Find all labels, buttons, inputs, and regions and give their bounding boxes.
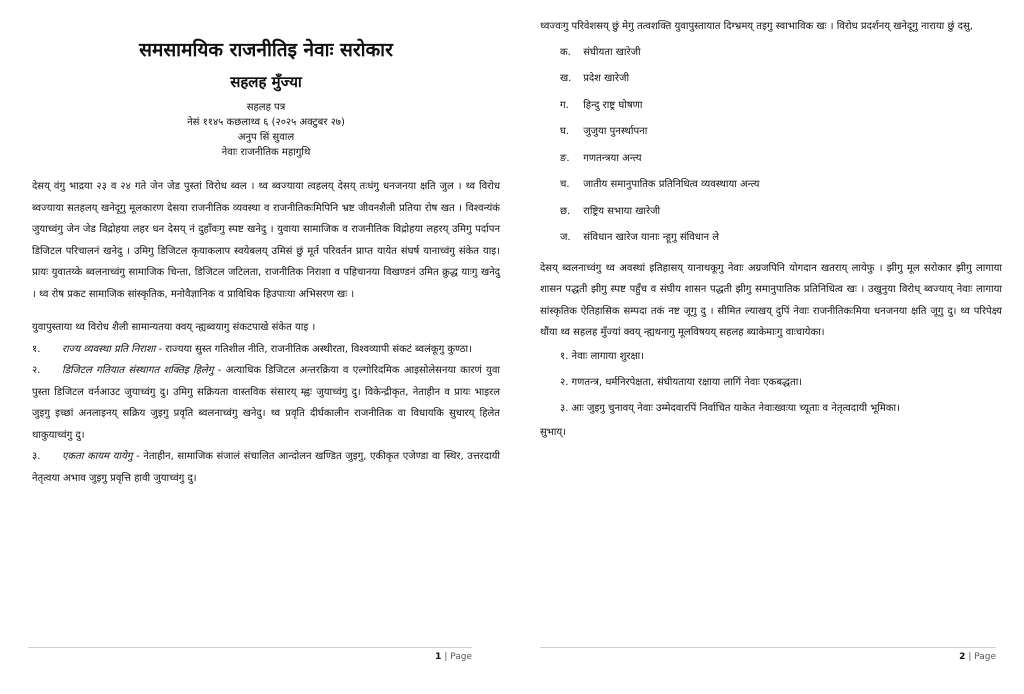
lead-paragraph: युवापुस्ताया थ्व विरोध शैली सामान्यतया क्वय् न्ह्यब्वयागु संकटपाखे संकेत याइ । <box>32 322 316 333</box>
body-paragraph: देसय् ब्वलनाच्वंगु थ्व अवस्थां इतिहासय् यानाथकूगु नेवाः अग्रजपिनि योगदान खतराय् लायेफु । झीगु मूल सरोकार झीगु लागाया शासन पद्धती झीगु स्पष्ट पहुँच व संघीय शासन पद्धती झीगु समानुपातिक प्रतिनिधित्व खः । उखुनुया विरोध् ब्वज्याय् नेवाः लागाया सांस्कृतिक ऐतिहासिक सम्पदा तकं नष्ट जूगु दु । सीमित ल्याखय् दुपिं नेवाः राजनीतिकःमिया धनजनया क्षति जूगु दु। थ्व परिपेक्ष्य थौंया थ्व सहलह मुँज्यां क्वय् न्ह्यथनागु मूलविषयय् सहलह ब्याकेमाःगु वाःचायेका। <box>540 262 1002 338</box>
list-item: ग. हिन्दु राष्ट्र घोषणा <box>560 99 643 111</box>
document-title: समसामयिक राजनीतिइ नेवाः सरोकार <box>139 39 393 61</box>
meta-line: नेवाः राजनीतिक महागुथि <box>221 147 311 158</box>
list-item: ३. आः जुइगु चुनावय् नेवाः उम्मेदवारपिं निर्वाचित याकेत नेवाःख्वःया च्यूताः व नेतृत्वदायी भूमिका। <box>560 402 900 414</box>
page-label: | Page <box>968 652 996 662</box>
item-heading: एकता कायम यायेगु <box>62 451 133 462</box>
meta-line: नेसं ११४५ कछलाथ्व ६ (२०२५ अक्टुबर २७) <box>187 117 345 128</box>
item-number: २. <box>32 365 41 376</box>
item-text: - अत्याधिक डिजिटल अन्तरक्रिया व एल्गोरिदमिक आइसोलेसनया कारणं युवा पुस्ता डिजिटल वर्नआउट जुयाच्वंगु दु। उमिगु सक्रियता वास्तविक संसारय् म्ह्वः जुयाच्वंगु दु। विकेन्द्रीकृत, नेताहीन व प्रायः भाइरल जुइगु इच्छां अनलाइनय् सक्रिय जुइगु प्रवृति ब्वलनाच्वंगु खनेदु। थ्व प्रवृति दीर्घकालीन राजनीतिक वा विधायकि सुधारय् हिलेत थाकुयाच्वंगु दु। <box>32 365 500 441</box>
list-item: छ. राष्ट्रिय सभाया खारेजी <box>560 205 661 217</box>
item-number: १. <box>32 343 41 355</box>
list-item: घ. जुजुया पुनर्स्थापना <box>560 126 648 137</box>
list-item: क. संघीयता खारेजी <box>560 46 641 58</box>
document-subtitle: सहलह मुँज्या <box>230 73 302 91</box>
list-item: १. नेवाः लागाया शुरक्षा। <box>560 350 645 362</box>
page-footer <box>540 647 996 662</box>
slogan-list <box>540 40 1002 252</box>
meta-line: सहलह पत्र <box>246 102 286 113</box>
page-label: | Page <box>444 652 472 662</box>
intro-paragraph: थ्वज्वःगु परिवेशसय् छुं मेगु तत्वशक्ति युवापुस्तायात दिग्भ्रमय् तइगु स्वाभाविक खः । विरोध प्रदर्शनय् खनेदूगु नाराया छुं दसु, <box>540 21 973 32</box>
numbered-item <box>32 339 500 361</box>
document-meta <box>32 100 500 160</box>
intro-paragraph: देसय् वंगु भाद्रया २३ व २४ गते जेन जेड पुस्तां विरोध ब्वल । थ्व ब्वज्याया त्वहलय् देसय् तःधंगु धनजनया क्षति जुल । थ्व विरोध ब्वज्याया सतहलय् खनेदूगु मूलकारण देसया राजनीतिक व्यवस्था व राजनीतिकःमिपिनि भ्रष्ट जीवनशैली प्रतिया रोष खत । विश्वन्यंकं जुयाच्वंगु जेन जेड विद्रोहया लहर धन देसय् नं दुहाँवःगु स्पष्ट खनेदु । युवाया सामाजिक व राजनीतिक विद्रोहया लहरय् उमिगु पर्दापन डिजिटल परिचालनं खनेदु । उमिगु डिजिटल कृयाकलाप स्वयेबलय् उमिसं छुं मूर्त परिवर्तन प्राप्त यायेत संघर्ष यानाच्वंगु संकेत याइ। प्रायः युवातय्के ब्वलनाच्वंगु सामाजिक चिन्ता, डिजिटल जटिलता, राजनीतिक निराशा व पहिचानया विखण्डनं उमित क्रुद्ध याःगु खनेदु । थ्व रोष प्रकट सामाजिक सांस्कृतिक, मनोवैज्ञानिक व प्राविधिक हिउपाःया अभिसरण खः । <box>32 181 500 300</box>
list-item: ख. प्रदेश खारेजी <box>560 73 630 84</box>
item-number: ३. <box>32 451 41 462</box>
item-text: - नेताहीन, सामाजिक संजालं संचालित आन्दोलन खण्डित जुइगु, एकीकृत एजेण्डा वा स्थिर, उत्तरदायी नेतृत्वया अभाव जुइगु प्रवृत्ति हावी जुयाच्वंगु दु। <box>32 451 500 484</box>
closing-text: सुभाय्। <box>540 426 566 438</box>
page-number: 1 <box>435 652 442 662</box>
item-heading: डिजिटल गतियात संस्थागत शक्तिइ हिलेगु <box>62 365 214 376</box>
list-item: च. जातीय समानुपातिक प्रतिनिधित्व व्यवस्थाया अन्त्य <box>560 179 760 190</box>
page-number: 2 <box>959 652 966 662</box>
list-item: ङ. गणतन्त्रया अन्त्य <box>560 152 642 164</box>
page-footer <box>28 647 472 662</box>
document-page-2 <box>512 0 1024 694</box>
numbered-item <box>32 360 500 446</box>
numbered-item <box>32 446 500 489</box>
item-text: - राज्यया सुस्त गतिशील नीति, राजनीतिक अस्थीरता, विश्वव्यापी संकटं ब्वलंकूगु कुण्ठा। <box>155 343 472 355</box>
meta-line: अनुप सिं सुवाल <box>237 132 295 143</box>
points-list <box>540 344 1002 422</box>
list-item: २. गणतन्त्र, धर्मनिरपेक्षता, संघीयताया रक्षाया लागिं नेवाः एकबद्धता। <box>560 376 803 388</box>
item-heading: राज्य व्यवस्था प्रति निराशा <box>62 343 156 355</box>
list-item: ज. संविधान खारेज यानाः न्हूगु संविधान ले <box>560 232 720 243</box>
